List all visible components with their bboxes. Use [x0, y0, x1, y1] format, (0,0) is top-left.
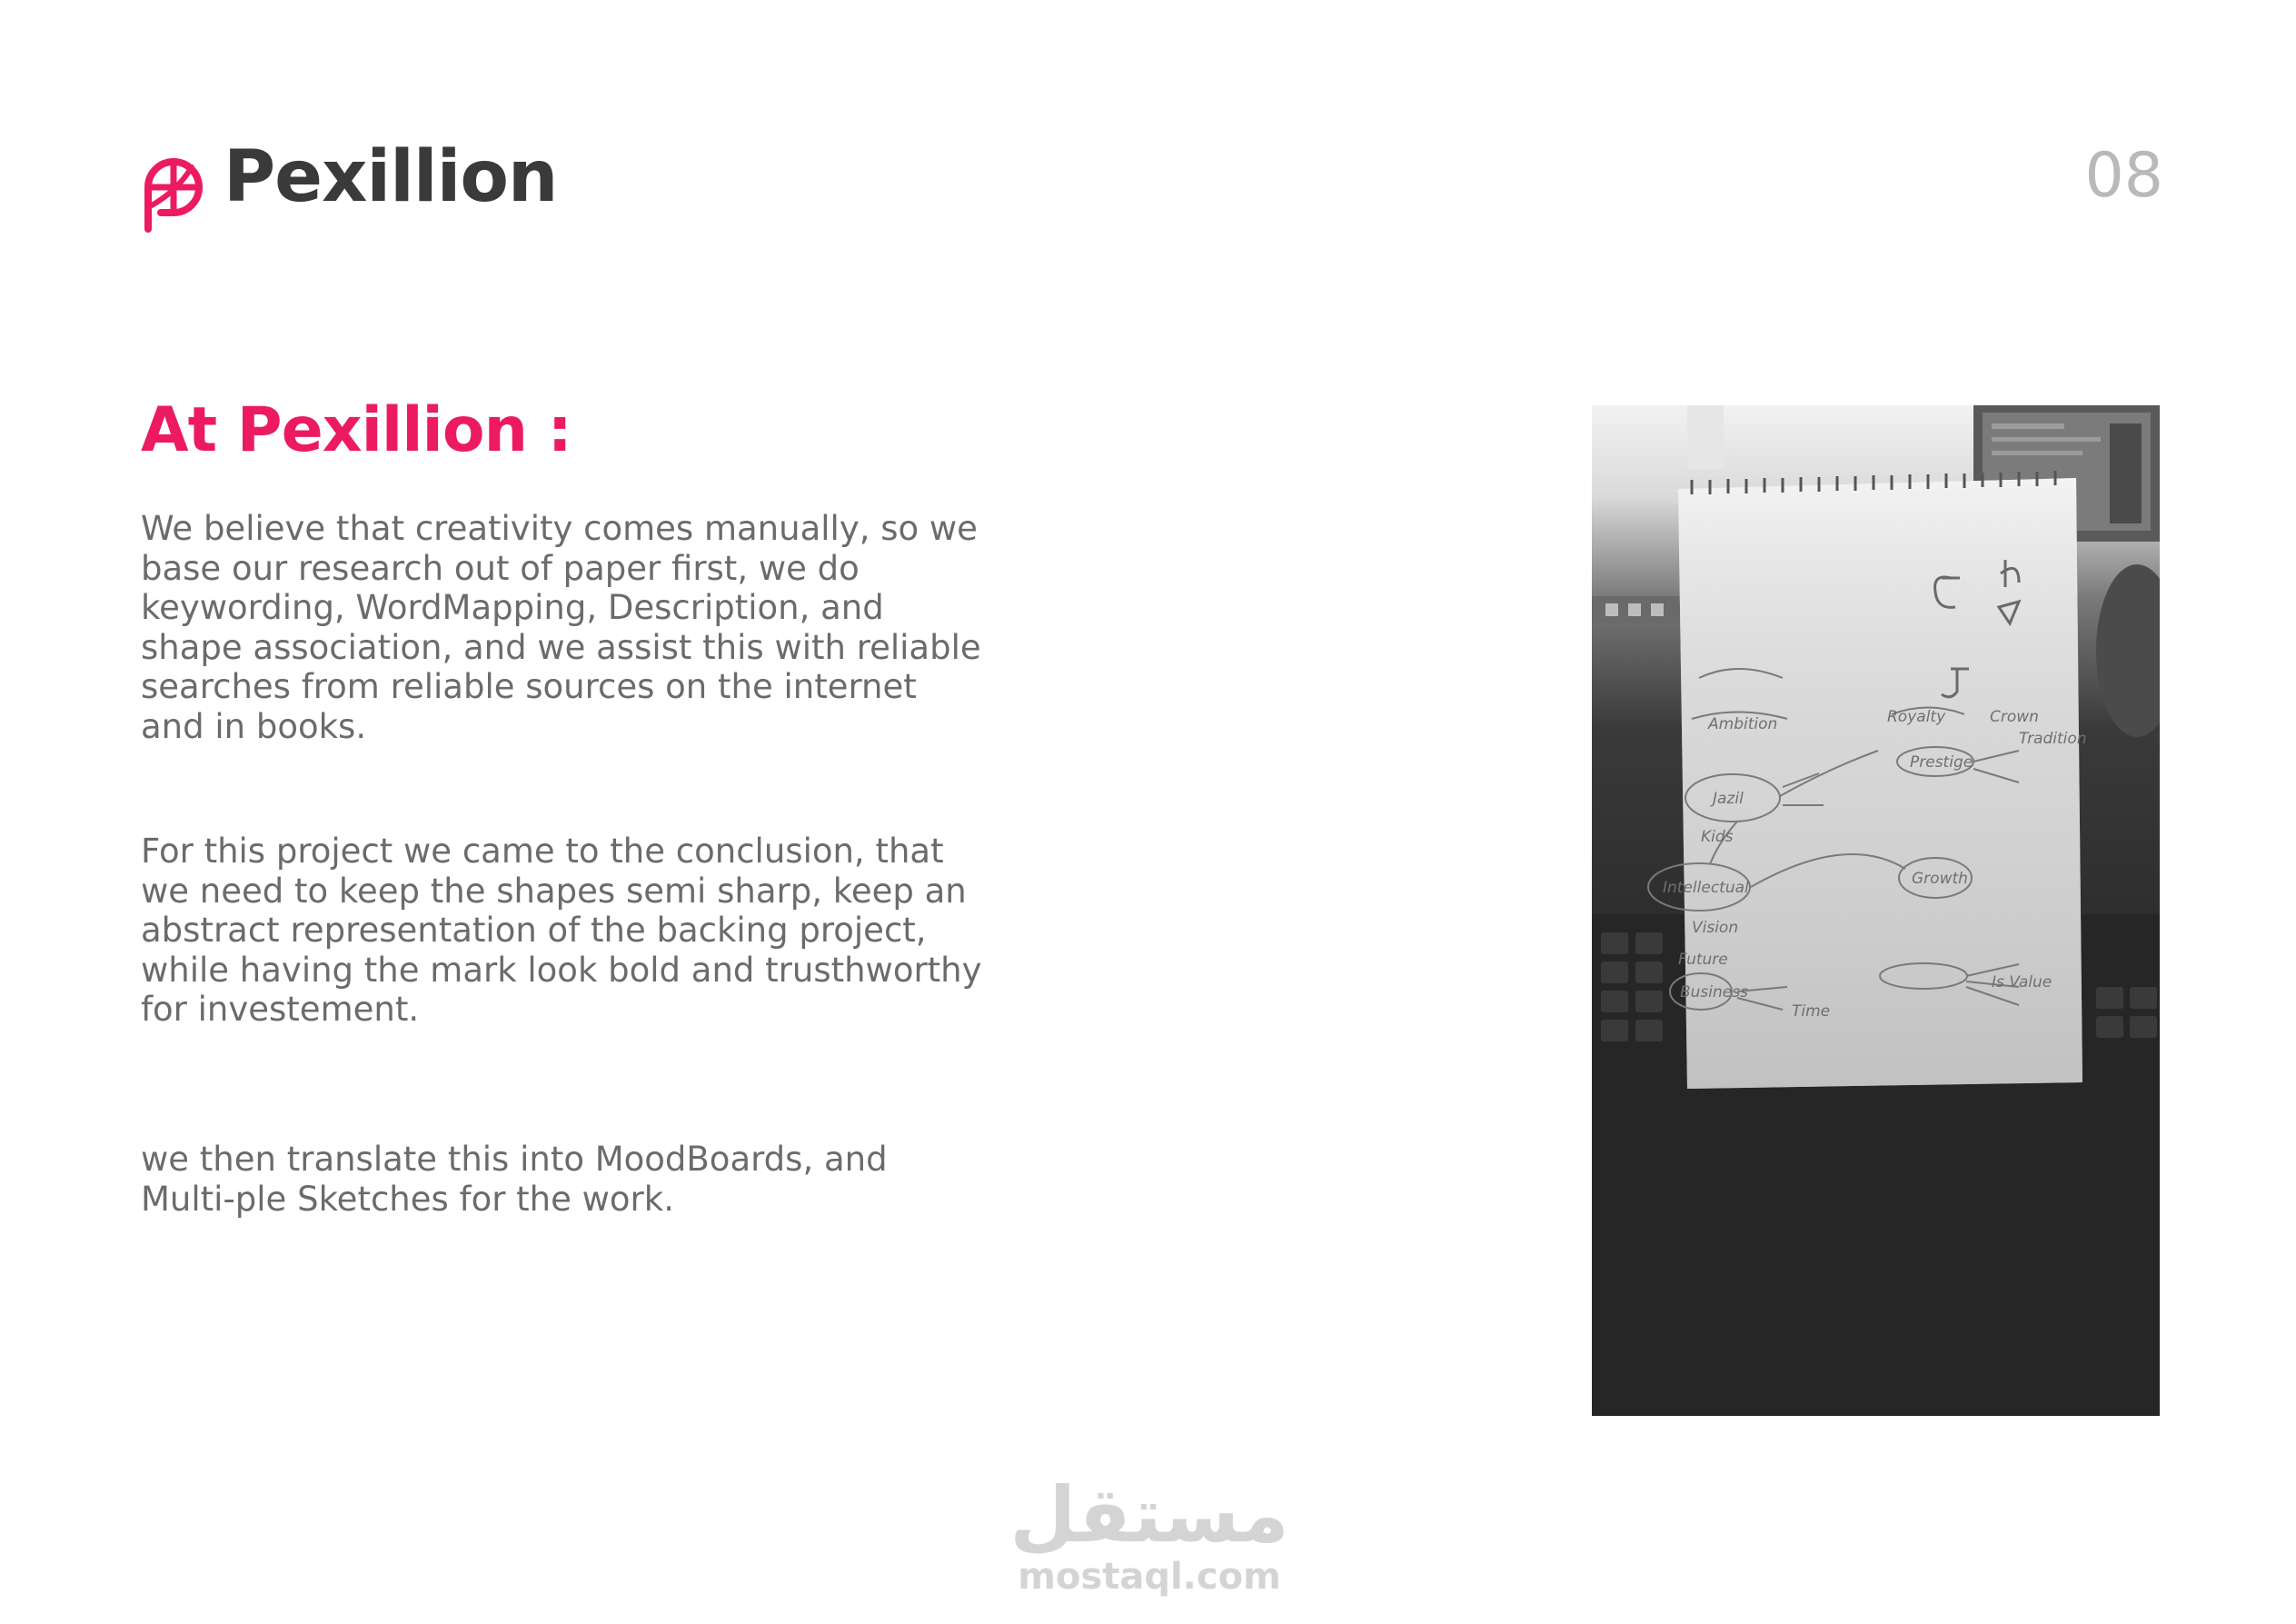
sketchbook-photo — [1592, 405, 2160, 1416]
sketch-word: Intellectual — [1663, 879, 1749, 897]
sketch-word: Crown — [1990, 708, 2039, 726]
pexillion-logo-icon — [141, 154, 206, 233]
sketch-word: Future — [1678, 951, 1728, 969]
sketch-word: Royalty — [1887, 708, 1946, 726]
sketch-word: Ambition — [1708, 715, 1778, 733]
page-number: 08 — [2084, 140, 2163, 212]
brand-name: Pexillion — [224, 136, 558, 218]
sketchbook-photo-illustration — [1592, 405, 2160, 1416]
watermark-arabic: مستقل — [1009, 1470, 1289, 1559]
paragraph-conclusion: For this project we came to the conclusion, that we need to keep the shapes semi sharp, keep an abstract representation of the backing project, while having the mark look bold and trusthworthy for investement. — [141, 832, 982, 1029]
sketch-word: Time — [1792, 1002, 1831, 1021]
sketch-word: Tradition — [2019, 730, 2087, 748]
sketch-word: Jazil — [1713, 790, 1744, 808]
section-heading: At Pexillion : — [141, 394, 572, 466]
paragraph-research: We believe that creativity comes manually, so we base our research out of paper first, we do keywording, WordMapping, Description, and shape association, and we assist this with reliable searches from reliable sources on the internet and in books. — [141, 509, 981, 746]
sketch-word: Prestige — [1910, 753, 1973, 772]
mostaql-watermark — [999, 1470, 1299, 1598]
sketch-word: Kids — [1701, 828, 1734, 846]
sketch-word: Business — [1680, 983, 1748, 1001]
sketch-word: Is Value — [1992, 973, 2052, 991]
paragraph-moodboards: we then translate this into MoodBoards, and Multi-ple Sketches for the work. — [141, 1140, 888, 1219]
sketch-word: Vision — [1692, 919, 1739, 937]
watermark-latin: mostaql.com — [1018, 1556, 1281, 1598]
sketch-word: Growth — [1912, 870, 1968, 888]
